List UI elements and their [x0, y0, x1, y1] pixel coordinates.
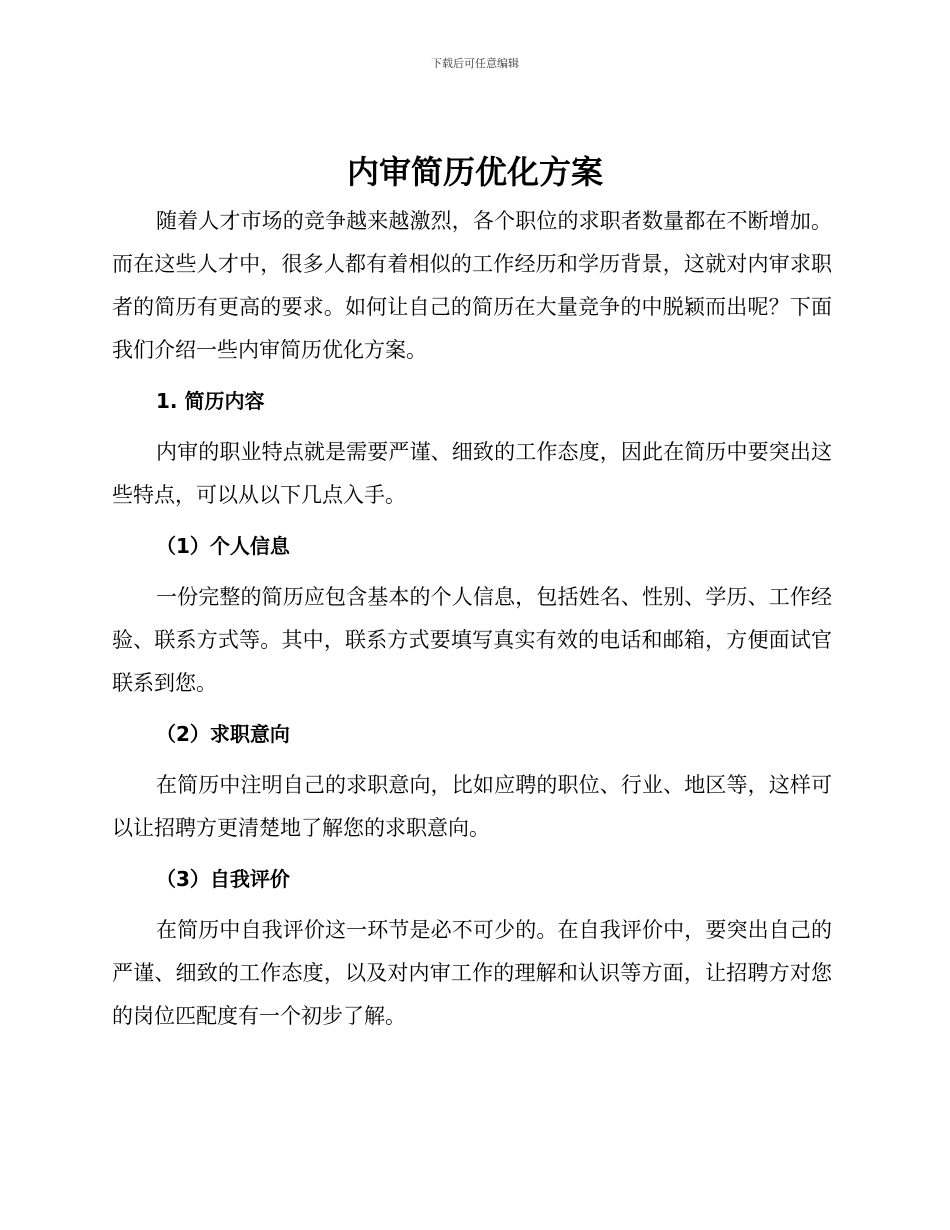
item-heading-self-evaluation: （3）自我评价 [156, 867, 290, 891]
page-title: 内审简历优化方案 [346, 153, 603, 191]
section-heading-resume-content: 1. 简历内容 [156, 389, 265, 413]
section-paragraph-resume-content: 内审的职业特点就是需要严谨、细致的工作态度，因此在简历中要突出这些特点，可以从以下几点入手。 [112, 440, 832, 507]
item-paragraph-job-intention: 在简历中注明自己的求职意向，比如应聘的职位、行业、地区等，这样可以让招聘方更清楚地了解您的求职意向。 [112, 773, 832, 840]
intro-paragraph: 随着人才市场的竞争越来越激烈，各个职位的求职者数量都在不断增加。而在这些人才中，很多人都有着相似的工作经历和学历背景，这就对内审求职者的简历有更高的要求。如何让自己的简历在大量竞争的中脱颖而出呢？下面我们介绍一些内审简历优化方案。 [112, 209, 832, 362]
header-note: 下载后可任意编辑 [431, 57, 519, 70]
document-body [112, 200, 832, 1038]
item-paragraph-self-evaluation: 在简历中自我评价这一环节是必不可少的。在自我评价中，要突出自己的严谨、细致的工作态度，以及对内审工作的理解和认识等方面，让招聘方对您的岗位匹配度有一个初步了解。 [112, 918, 832, 1028]
item-paragraph-personal-info: 一份完整的简历应包含基本的个人信息，包括姓名、性别、学历、工作经验、联系方式等。其中，联系方式要填写真实有效的电话和邮箱，方便面试官联系到您。 [112, 585, 832, 695]
item-heading-job-intention: （2）求职意向 [156, 722, 290, 746]
item-heading-personal-info: （1）个人信息 [156, 534, 290, 558]
